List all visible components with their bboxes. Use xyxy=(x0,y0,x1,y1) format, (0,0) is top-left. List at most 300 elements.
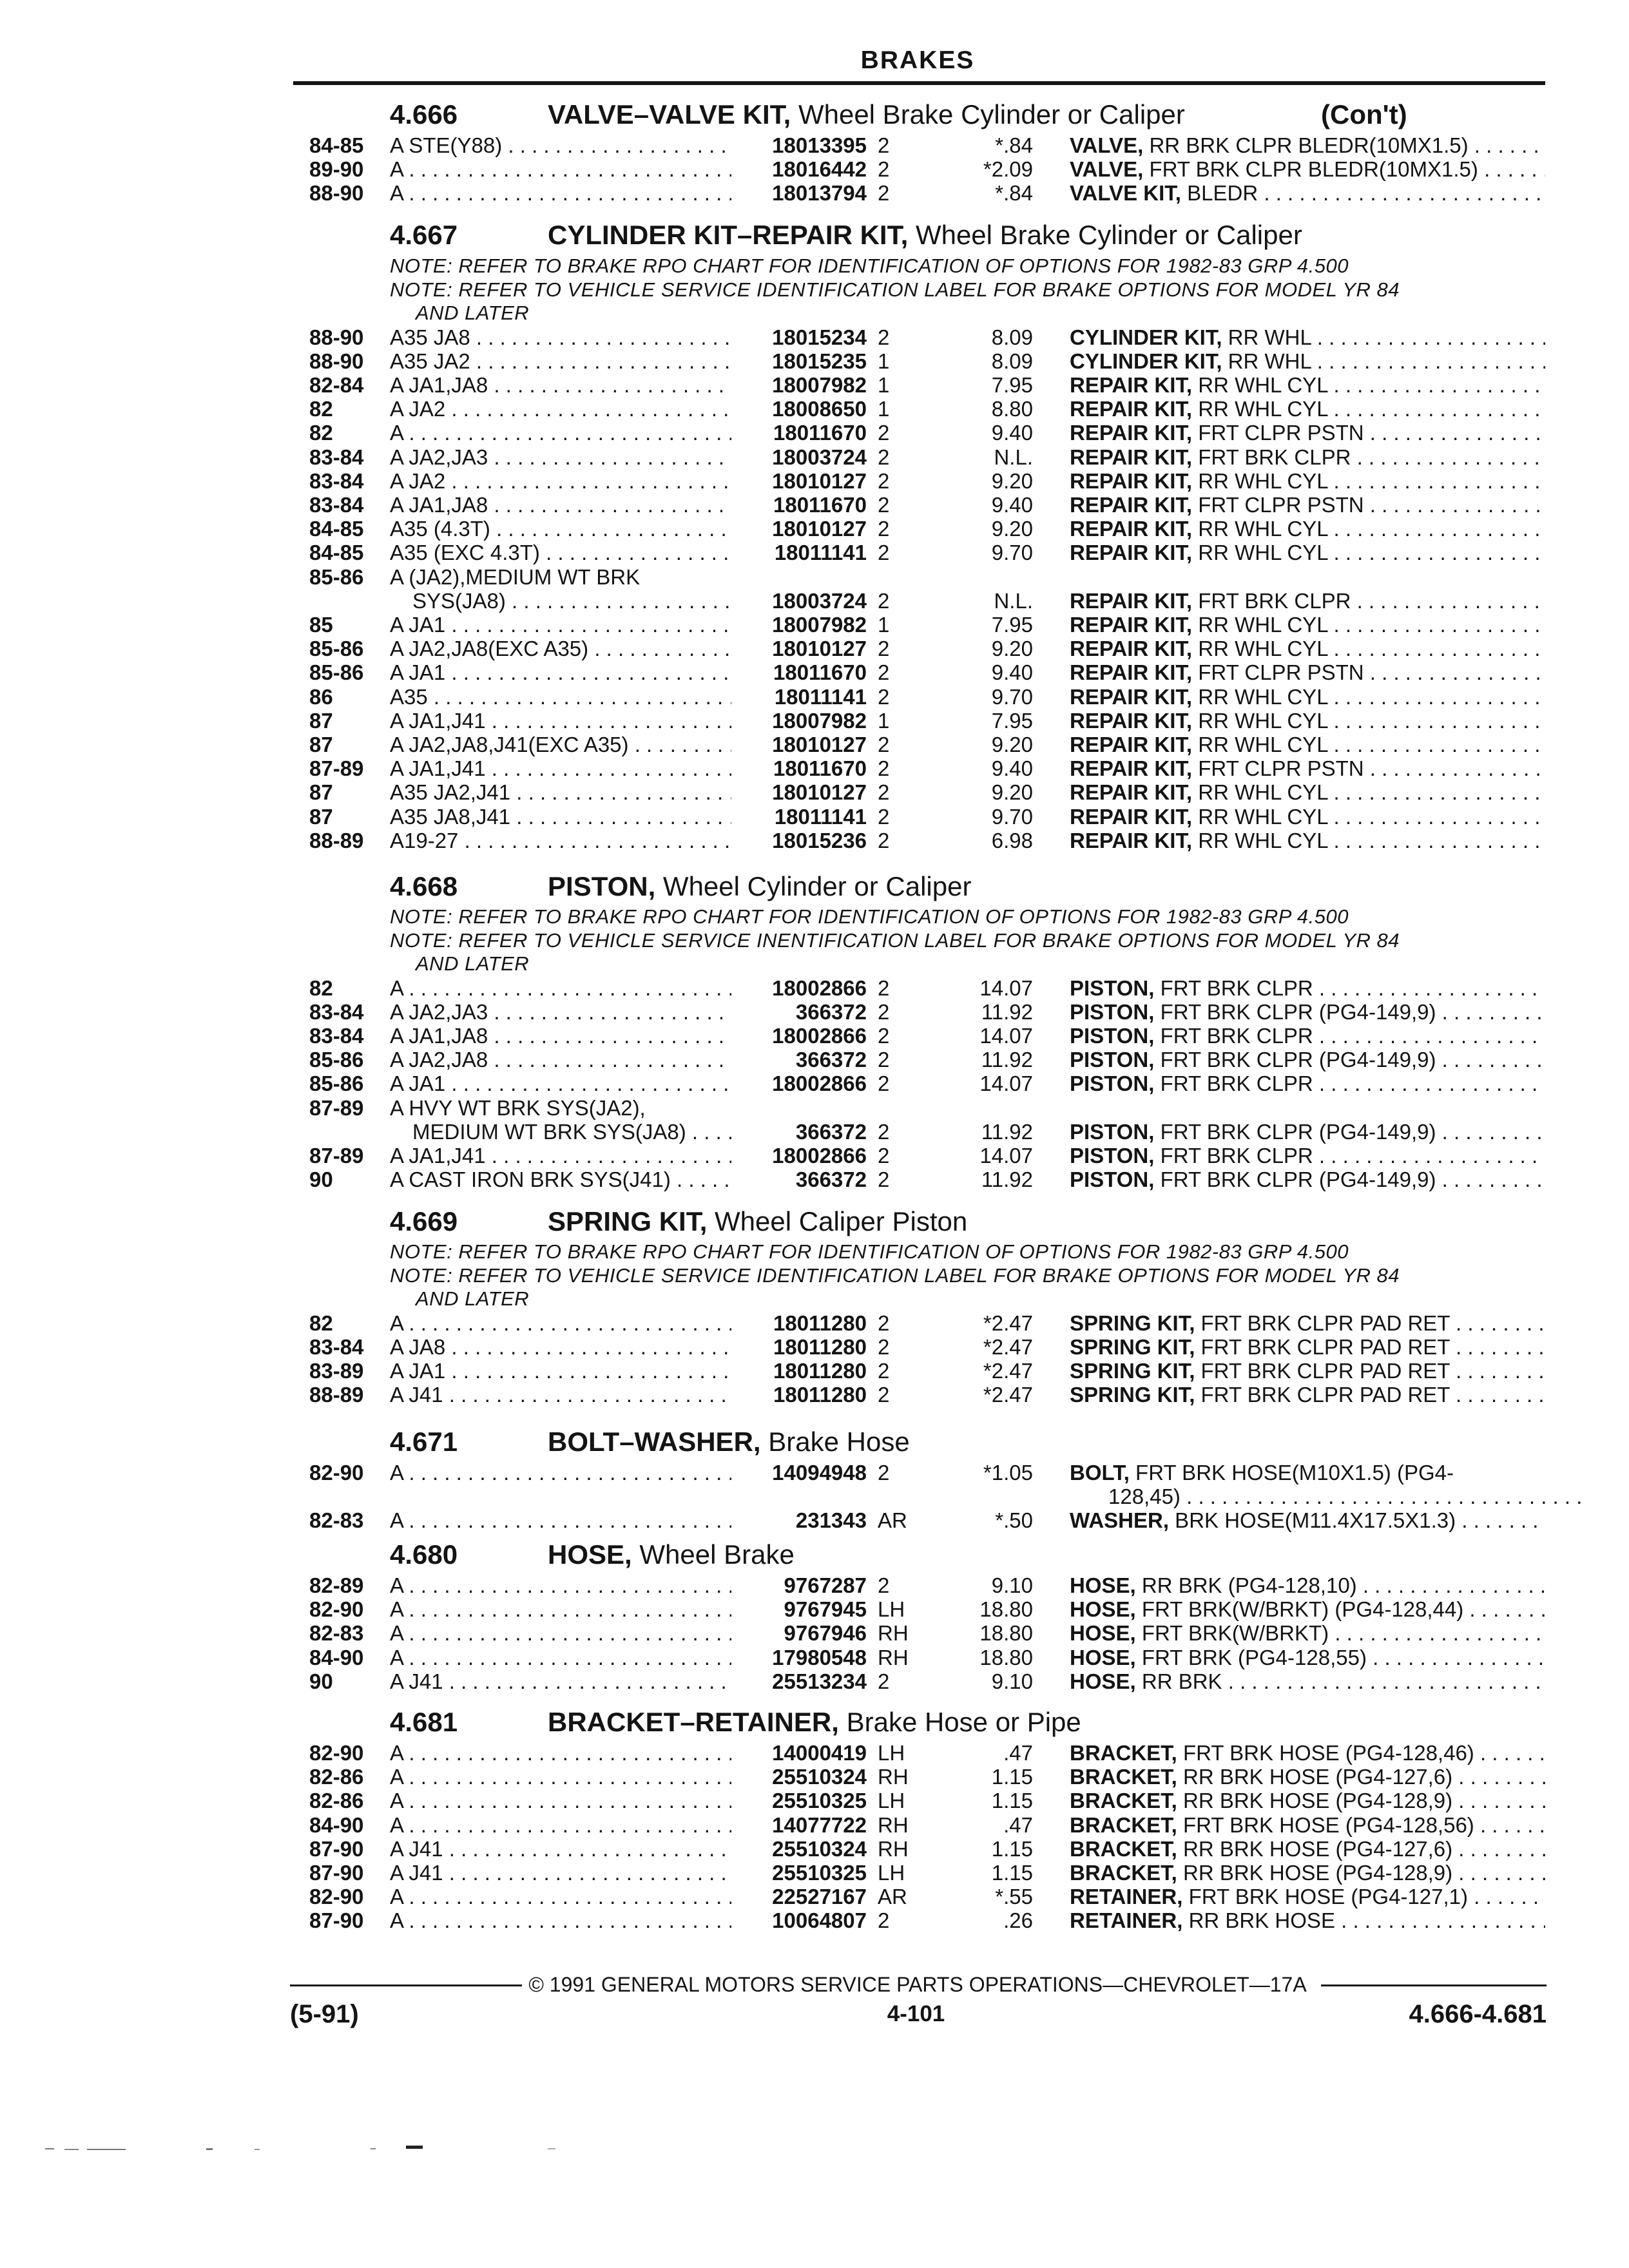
part-name-keyword: VALVE, xyxy=(1070,133,1144,157)
part-name-keyword: HOSE, xyxy=(1070,1669,1136,1693)
part-number[interactable]: 18002866 xyxy=(731,1144,867,1168)
part-number[interactable]: 18002866 xyxy=(731,1072,867,1095)
part-name-keyword: HOSE, xyxy=(1070,1621,1136,1646)
model-years: 82-90 xyxy=(309,1885,364,1909)
model-years: 82-89 xyxy=(309,1573,364,1597)
part-name xyxy=(1070,1311,1545,1335)
part-number[interactable]: 18007982 xyxy=(731,709,867,733)
model-years: 82-83 xyxy=(309,1508,364,1533)
model-years: 86 xyxy=(309,684,333,709)
part-name-detail: RR WHL CYL xyxy=(1192,397,1328,421)
part-name xyxy=(1070,469,1545,493)
part-name-detail: FRT CLPR PSTN xyxy=(1192,660,1364,685)
part-name-detail: RR WHL CYL xyxy=(1192,637,1328,661)
part-name-detail: FRT BRK CLPR xyxy=(1154,975,1313,1000)
part-name-keyword: BRACKET, xyxy=(1070,1836,1177,1861)
part-number[interactable]: 18011141 xyxy=(731,541,867,564)
application-desc: A35 . . . xyxy=(390,685,751,709)
application-desc: A JA2,JA8,J41(EXC A35) . . . xyxy=(390,733,751,756)
part-name-detail: FRT CLPR PSTN xyxy=(1192,492,1364,517)
part-number[interactable]: 18011280 xyxy=(731,1359,867,1383)
quantity: LH xyxy=(878,1861,905,1885)
group-title-rest: Brake Hose or Pipe xyxy=(838,1707,1081,1737)
list-price: 1.15 xyxy=(991,1789,1033,1813)
list-price: 14.07 xyxy=(979,1143,1033,1168)
application-desc: A (JA2),MEDIUM WT BRK xyxy=(390,564,641,589)
part-name-keyword: REPAIR KIT, xyxy=(1070,445,1193,469)
list-price: 6.98 xyxy=(991,828,1033,852)
application-desc: A JA1,JA8 . . . xyxy=(390,1024,751,1048)
application-desc: A JA2 . . . xyxy=(390,397,751,421)
application-desc: A . . . xyxy=(390,1597,751,1621)
part-name-keyword: REPAIR KIT, xyxy=(1070,541,1193,565)
model-years: 85-86 xyxy=(309,564,364,589)
part-name xyxy=(1070,1621,1545,1645)
part-number[interactable]: 9767945 xyxy=(731,1597,867,1621)
quantity: 2 xyxy=(878,660,890,685)
part-name-detail: RR WHL CYL xyxy=(1192,780,1328,805)
model-years: 88-89 xyxy=(309,828,364,852)
part-name-keyword: REPAIR KIT, xyxy=(1070,804,1193,829)
model-years: 87-90 xyxy=(309,1908,364,1933)
part-name-keyword: PISTON, xyxy=(1070,1023,1155,1048)
list-price: 11.92 xyxy=(981,1048,1033,1072)
part-name-detail: FRT BRK CLPR xyxy=(1192,445,1351,469)
part-name-detail: RR BRK HOSE (PG4-127,6) xyxy=(1177,1836,1453,1861)
group-number: 4.666 xyxy=(390,99,458,130)
part-name-detail: 128,45) xyxy=(1108,1485,1181,1509)
group-note: AND LATER xyxy=(416,952,530,975)
list-price: .26 xyxy=(1003,1908,1033,1933)
list-price: *2.47 xyxy=(983,1383,1033,1407)
list-price: .47 xyxy=(1003,1741,1033,1765)
part-name-keyword: PISTON, xyxy=(1070,1143,1155,1168)
model-years: 84-85 xyxy=(309,541,364,565)
part-name xyxy=(1070,829,1545,852)
group-note: NOTE: REFER TO BRAKE RPO CHART FOR IDENTIFICATION OF OPTIONS FOR 1982-83 GRP 4.500 xyxy=(390,905,1349,928)
group-title-rest: Wheel Brake Cylinder or Caliper xyxy=(908,220,1302,250)
part-name xyxy=(1070,1885,1545,1908)
model-years: 83-84 xyxy=(309,492,364,517)
list-price: 9.40 xyxy=(991,492,1033,517)
part-number[interactable]: 18003724 xyxy=(731,589,867,613)
part-name xyxy=(1070,637,1545,660)
application-desc: A J41 . . . xyxy=(390,1669,751,1693)
part-name-detail: FRT BRK CLPR PAD RET xyxy=(1195,1334,1450,1359)
group-number: 4.680 xyxy=(390,1539,458,1570)
application-desc: A35 (4.3T) . . . xyxy=(390,517,751,541)
application-desc: A J41 . . . xyxy=(390,1861,751,1885)
application-desc: A . . . xyxy=(390,1908,751,1932)
part-name xyxy=(1070,397,1545,421)
group-title-rest: Wheel Caliper Piston xyxy=(707,1206,968,1236)
part-name-keyword: REPAIR KIT, xyxy=(1070,732,1193,756)
part-number[interactable]: 18010127 xyxy=(731,780,867,804)
part-name-keyword: PISTON, xyxy=(1070,1168,1155,1192)
part-number[interactable]: 25513234 xyxy=(731,1669,867,1693)
part-name xyxy=(1070,1861,1545,1885)
application-desc: A J41 . . . xyxy=(390,1383,751,1407)
part-number[interactable]: 18011280 xyxy=(731,1335,867,1359)
quantity: 2 xyxy=(878,325,890,349)
quantity: 2 xyxy=(878,1072,890,1096)
quantity: 2 xyxy=(878,975,890,1000)
part-number[interactable]: 18010127 xyxy=(731,637,867,660)
part-number[interactable]: 18010127 xyxy=(731,469,867,493)
part-name-keyword: REPAIR KIT, xyxy=(1070,517,1193,541)
part-name xyxy=(1070,756,1545,780)
model-years: 87-89 xyxy=(309,1095,364,1120)
model-years: 85 xyxy=(309,612,333,637)
model-years: 88-89 xyxy=(309,1383,364,1407)
part-name-keyword: REPAIR KIT, xyxy=(1070,372,1193,397)
application-desc: A35 JA8 . . . xyxy=(390,325,751,349)
part-name xyxy=(1070,1646,1545,1669)
list-price: N.L. xyxy=(994,588,1033,613)
part-name-detail: FRT CLPR PSTN xyxy=(1192,421,1364,445)
group-title-main: CYLINDER KIT–REPAIR KIT, xyxy=(548,220,909,250)
part-name xyxy=(1070,733,1545,756)
application-desc: A . . . xyxy=(390,1765,751,1789)
group-number: 4.667 xyxy=(390,220,458,250)
list-price: 7.95 xyxy=(991,612,1033,637)
part-number[interactable]: 18013395 xyxy=(731,133,867,157)
part-number[interactable]: 25510325 xyxy=(731,1861,867,1885)
list-price: *1.05 xyxy=(983,1461,1033,1485)
model-years: 88-90 xyxy=(309,349,364,373)
part-name-keyword: REPAIR KIT, xyxy=(1070,612,1193,637)
part-number[interactable]: 9767287 xyxy=(731,1573,867,1597)
part-name xyxy=(1070,1000,1545,1024)
part-name xyxy=(1070,1048,1545,1072)
application-desc: A HVY WT BRK SYS(JA2), xyxy=(390,1095,646,1120)
part-number[interactable]: 366372 xyxy=(731,1168,867,1191)
part-name xyxy=(1070,1669,1545,1693)
list-price: 9.20 xyxy=(991,517,1033,541)
list-price: 8.09 xyxy=(991,349,1033,373)
quantity: 2 xyxy=(878,181,890,206)
part-number[interactable]: 18002866 xyxy=(731,976,867,1000)
application-desc: A . . . xyxy=(390,1885,751,1908)
part-number[interactable]: 18002866 xyxy=(731,1024,867,1048)
part-name-keyword: PISTON, xyxy=(1070,1048,1155,1072)
section-title: BRAKES xyxy=(860,46,975,74)
application-desc: A19-27 . . . xyxy=(390,829,751,852)
part-number[interactable]: 18010127 xyxy=(731,517,867,541)
part-number[interactable]: 366372 xyxy=(731,1048,867,1072)
quantity: RH xyxy=(878,1812,909,1837)
footer-revision: (5-91) xyxy=(290,2000,359,2028)
model-years: 82-83 xyxy=(309,1621,364,1646)
list-price: 9.40 xyxy=(991,660,1033,685)
part-name xyxy=(1070,1837,1545,1861)
application-desc: A . . . xyxy=(390,1813,751,1837)
part-name xyxy=(1070,1120,1545,1144)
list-price: 1.15 xyxy=(991,1861,1033,1885)
scan-specks xyxy=(39,2143,619,2156)
part-number[interactable]: 18011670 xyxy=(731,493,867,517)
part-name-keyword: REPAIR KIT, xyxy=(1070,492,1193,517)
application-desc: SYS(JA8) . . . xyxy=(412,589,773,613)
group-title-rest: Wheel Brake xyxy=(631,1539,795,1570)
part-name-keyword: PISTON, xyxy=(1070,999,1155,1024)
part-number[interactable]: 18011141 xyxy=(731,685,867,709)
quantity: 2 xyxy=(878,1048,890,1072)
part-name-detail: RR BRK HOSE (PG4-128,9) xyxy=(1177,1789,1453,1813)
group-title xyxy=(548,1540,795,1570)
part-number[interactable]: 18007982 xyxy=(731,613,867,637)
part-name-keyword: SPRING KIT, xyxy=(1070,1358,1195,1383)
part-number[interactable]: 14094948 xyxy=(731,1461,867,1485)
quantity: LH xyxy=(878,1597,905,1622)
part-number[interactable]: 18003724 xyxy=(731,445,867,469)
part-name-detail: FRT BRK CLPR BLEDR(10MX1.5) xyxy=(1143,157,1478,182)
list-price: 1.15 xyxy=(991,1765,1033,1789)
part-number[interactable]: 366372 xyxy=(731,1000,867,1024)
quantity: 2 xyxy=(878,421,890,445)
part-name-keyword: HOSE, xyxy=(1070,1573,1136,1597)
part-name-keyword: SPRING KIT, xyxy=(1070,1311,1195,1335)
model-years: 85-86 xyxy=(309,637,364,661)
group-title xyxy=(548,1207,967,1236)
part-name xyxy=(1070,1765,1545,1789)
model-years: 83-84 xyxy=(309,1334,364,1359)
group-number: 4.669 xyxy=(390,1206,458,1236)
part-name xyxy=(1070,1813,1545,1837)
quantity: 1 xyxy=(878,372,890,397)
list-price: .47 xyxy=(1003,1812,1033,1837)
part-name-detail: RR BRK xyxy=(1135,1669,1222,1693)
list-price: 8.09 xyxy=(991,325,1033,349)
part-name xyxy=(1070,1168,1545,1191)
list-price: 18.80 xyxy=(979,1597,1033,1622)
group-title-main: BRACKET–RETAINER, xyxy=(548,1707,839,1737)
model-years: 87-89 xyxy=(309,756,364,781)
part-name-detail: BRK HOSE(M11.4X17.5X1.3) xyxy=(1169,1508,1456,1533)
group-note: NOTE: REFER TO VEHICLE SERVICE IDENTIFICATION LABEL FOR BRAKE OPTIONS FOR MODEL YR 84 xyxy=(390,1264,1400,1287)
part-number[interactable]: 18007982 xyxy=(731,373,867,397)
part-number[interactable]: 366372 xyxy=(731,1120,867,1144)
model-years: 83-84 xyxy=(309,999,364,1024)
part-name-detail: RR WHL CYL xyxy=(1192,684,1328,709)
part-number[interactable]: 17980548 xyxy=(731,1646,867,1669)
group-note: NOTE: REFER TO BRAKE RPO CHART FOR IDENTIFICATION OF OPTIONS FOR 1982-83 GRP 4.500 xyxy=(390,255,1349,277)
part-name xyxy=(1070,685,1545,709)
part-number[interactable]: 18011670 xyxy=(731,421,867,445)
application-desc: A . . . xyxy=(390,181,751,205)
part-name-keyword: REPAIR KIT, xyxy=(1070,828,1193,852)
group-title xyxy=(548,1427,910,1457)
part-number[interactable]: 18010127 xyxy=(731,733,867,756)
part-number[interactable]: 10064807 xyxy=(731,1908,867,1932)
quantity: RH xyxy=(878,1765,909,1789)
quantity: 2 xyxy=(878,541,890,565)
list-price: 9.10 xyxy=(991,1669,1033,1693)
list-price: 9.40 xyxy=(991,421,1033,445)
part-name-keyword: REPAIR KIT, xyxy=(1070,756,1193,781)
model-years: 82 xyxy=(309,397,333,421)
group-title xyxy=(548,100,1185,130)
part-name-detail: RR WHL CYL xyxy=(1192,541,1328,565)
part-name xyxy=(1070,349,1545,373)
part-name-detail: FRT BRK CLPR xyxy=(1192,588,1351,613)
list-price: *.55 xyxy=(995,1885,1033,1909)
application-desc: A JA1 . . . xyxy=(390,1072,751,1095)
part-name-detail: RR WHL xyxy=(1222,325,1311,349)
part-name-keyword: RETAINER, xyxy=(1070,1908,1183,1933)
group-note: NOTE: REFER TO VEHICLE SERVICE INENTIFICATION LABEL FOR BRAKE OPTIONS FOR MODEL YR 84 xyxy=(390,928,1400,952)
part-name-detail: FRT BRK (PG4-128,55) xyxy=(1135,1645,1367,1669)
part-name xyxy=(1070,133,1545,157)
list-price: 11.92 xyxy=(981,1119,1033,1144)
group-number: 4.681 xyxy=(390,1707,458,1737)
quantity: 2 xyxy=(878,999,890,1024)
list-price: 14.07 xyxy=(979,1023,1033,1048)
part-name xyxy=(1070,589,1545,613)
part-number[interactable]: 18008650 xyxy=(731,397,867,421)
part-number[interactable]: 18015235 xyxy=(731,349,867,373)
application-desc: A . . . xyxy=(390,1311,751,1335)
list-price: 18.80 xyxy=(979,1645,1033,1669)
part-number[interactable]: 18015234 xyxy=(731,325,867,349)
quantity: 1 xyxy=(878,612,890,637)
footer-group-range: 4.666-4.681 xyxy=(1409,2000,1547,2028)
part-name xyxy=(1070,1335,1545,1359)
part-number[interactable]: 18013794 xyxy=(731,181,867,205)
quantity: 2 xyxy=(878,684,890,709)
quantity: 2 xyxy=(878,1908,890,1933)
list-price: *.50 xyxy=(995,1508,1033,1533)
part-number[interactable]: 22527167 xyxy=(731,1885,867,1908)
model-years: 90 xyxy=(309,1168,333,1192)
model-years: 82 xyxy=(309,1311,333,1335)
model-years: 82-90 xyxy=(309,1597,364,1622)
part-name-keyword: BRACKET, xyxy=(1070,1861,1177,1885)
model-years: 82-84 xyxy=(309,372,364,397)
part-name-keyword: REPAIR KIT, xyxy=(1070,780,1193,805)
quantity: 2 xyxy=(878,1023,890,1048)
application-desc: A JA1 . . . xyxy=(390,613,751,637)
list-price: *2.47 xyxy=(983,1311,1033,1335)
part-name-keyword: BRACKET, xyxy=(1070,1789,1177,1813)
quantity: 1 xyxy=(878,349,890,373)
quantity: 2 xyxy=(878,1143,890,1168)
part-number[interactable]: 18011670 xyxy=(731,756,867,780)
model-years: 83-84 xyxy=(309,1023,364,1048)
part-name-keyword: REPAIR KIT, xyxy=(1070,397,1193,421)
quantity: 2 xyxy=(878,637,890,661)
quantity: 2 xyxy=(878,1311,890,1335)
part-name-keyword: WASHER, xyxy=(1070,1508,1170,1533)
application-desc: A35 JA2 . . . xyxy=(390,349,751,373)
quantity: 2 xyxy=(878,780,890,805)
part-name-detail: FRT BRK CLPR (PG4-149,9) xyxy=(1154,999,1436,1024)
part-name-detail: FRT BRK HOSE (PG4-128,46) xyxy=(1177,1741,1474,1765)
part-name-detail: RR WHL xyxy=(1222,349,1311,373)
part-name xyxy=(1070,1072,1545,1095)
part-name xyxy=(1070,1789,1545,1812)
group-title-rest: Brake Hose xyxy=(760,1427,910,1457)
list-price: 9.20 xyxy=(991,468,1033,493)
part-name-detail: FRT BRK CLPR PAD RET xyxy=(1195,1383,1450,1407)
quantity: RH xyxy=(878,1645,909,1669)
application-desc: A STE(Y88) . . . xyxy=(390,133,751,157)
application-desc: A JA1,J41 . . . xyxy=(390,756,751,780)
application-desc: A . . . xyxy=(390,1621,751,1645)
list-price: 9.70 xyxy=(991,684,1033,709)
footer-page-number: 4-101 xyxy=(887,2001,945,2026)
part-number[interactable]: 18011280 xyxy=(731,1311,867,1335)
part-number[interactable]: 14000419 xyxy=(731,1741,867,1765)
part-name-detail: RR WHL CYL xyxy=(1192,612,1328,637)
list-price: 9.40 xyxy=(991,756,1033,781)
part-number[interactable]: 18011280 xyxy=(731,1383,867,1407)
model-years: 82-86 xyxy=(309,1765,364,1789)
part-number[interactable]: 9767946 xyxy=(731,1621,867,1645)
list-price: N.L. xyxy=(994,445,1033,469)
part-number[interactable]: 231343 xyxy=(731,1508,867,1532)
part-number[interactable]: 25510325 xyxy=(731,1789,867,1812)
part-name-keyword: BRACKET, xyxy=(1070,1812,1177,1837)
part-name-detail: FRT BRK CLPR xyxy=(1154,1023,1313,1048)
list-price: 9.20 xyxy=(991,732,1033,756)
list-price: *2.47 xyxy=(983,1358,1033,1383)
part-name-detail: FRT BRK(W/BRKT) (PG4-128,44) xyxy=(1135,1597,1464,1622)
part-name-detail: RR WHL CYL xyxy=(1192,804,1328,829)
part-number[interactable]: 25510324 xyxy=(731,1765,867,1789)
part-number[interactable]: 18011670 xyxy=(731,660,867,684)
part-name-keyword: REPAIR KIT, xyxy=(1070,637,1193,661)
part-name xyxy=(1070,517,1545,541)
application-desc: A35 (EXC 4.3T) . . . xyxy=(390,541,751,564)
quantity: RH xyxy=(878,1836,909,1861)
model-years: 87 xyxy=(309,804,333,829)
part-name-keyword: VALVE KIT, xyxy=(1070,181,1181,206)
list-price: 14.07 xyxy=(979,1072,1033,1096)
quantity: 2 xyxy=(878,517,890,541)
part-number[interactable]: 18015236 xyxy=(731,829,867,852)
model-years: 88-90 xyxy=(309,325,364,349)
part-name-detail: RR WHL CYL xyxy=(1192,732,1328,756)
part-number[interactable]: 14077722 xyxy=(731,1813,867,1837)
part-name-keyword: REPAIR KIT, xyxy=(1070,421,1193,445)
part-number[interactable]: 18016442 xyxy=(731,157,867,181)
application-desc: A JA2,JA8(EXC A35) . . . xyxy=(390,637,751,660)
model-years: 85-86 xyxy=(309,1072,364,1096)
part-name-detail: RR BRK CLPR BLEDR(10MX1.5) xyxy=(1143,133,1469,157)
part-name-detail: FRT BRK CLPR xyxy=(1154,1072,1313,1096)
part-name-detail: RR WHL CYL xyxy=(1192,468,1328,493)
part-name xyxy=(1108,1485,1584,1508)
part-name-detail: FRT BRK HOSE (PG4-128,56) xyxy=(1177,1812,1474,1837)
model-years: 87 xyxy=(309,780,333,805)
application-desc: A JA2 . . . xyxy=(390,469,751,493)
list-price: 9.70 xyxy=(991,804,1033,829)
application-desc: A JA1,J41 . . . xyxy=(390,709,751,733)
part-name-keyword: CYLINDER KIT, xyxy=(1070,325,1222,349)
part-number[interactable]: 25510324 xyxy=(731,1837,867,1861)
model-years: 82 xyxy=(309,975,333,1000)
quantity: 2 xyxy=(878,157,890,182)
part-name xyxy=(1070,1024,1545,1048)
part-name xyxy=(1070,421,1545,445)
quantity: AR xyxy=(878,1508,907,1533)
part-name-keyword: PISTON, xyxy=(1070,1119,1155,1144)
application-desc: A . . . xyxy=(390,157,751,181)
part-number[interactable]: 18011141 xyxy=(731,805,867,829)
list-price: 7.95 xyxy=(991,372,1033,397)
application-desc: A . . . xyxy=(390,976,751,1000)
